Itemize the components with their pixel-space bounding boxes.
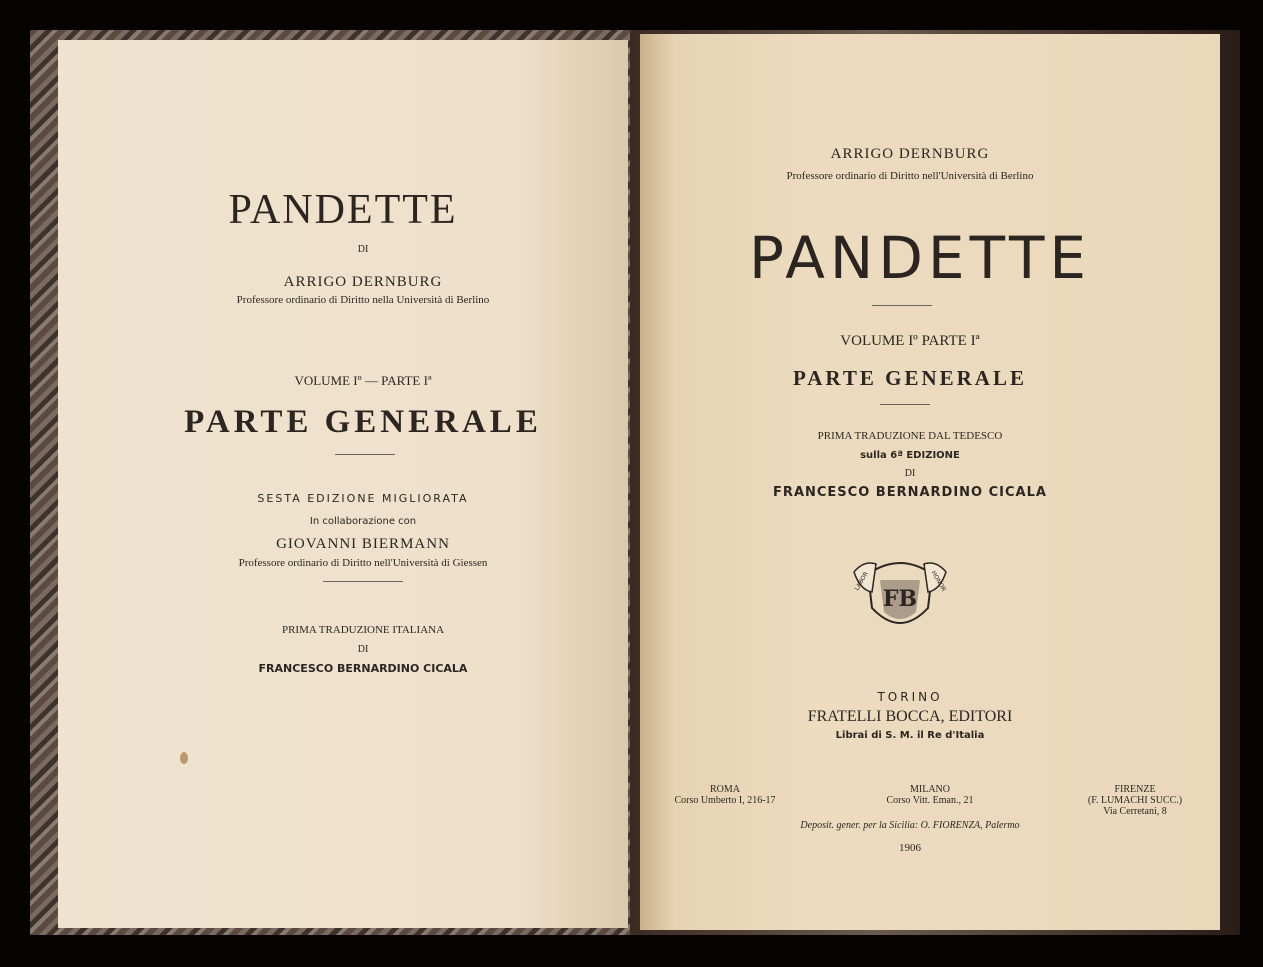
left-collaborator-role: Professore ordinario di Diritto nell'Università di Giessen [238, 557, 488, 569]
branch-city: ROMA [709, 784, 740, 795]
branch-firenze [1060, 784, 1210, 817]
left-di: DI [357, 244, 369, 255]
paper-stain [180, 752, 188, 764]
left-title: PANDETTE [228, 187, 458, 233]
right-author: ARRIGO DERNBURG [830, 146, 990, 162]
right-part-title: PARTE GENERALE [793, 366, 1027, 390]
publisher-emblem-icon [850, 546, 950, 638]
branch-city: MILANO [910, 784, 950, 795]
right-rule-2 [880, 404, 930, 405]
right-di: DI [904, 468, 916, 479]
right-publisher: FRATELLI BOCCA, EDITORI [807, 708, 1013, 725]
right-edition-note: sulla 6ª EDIZIONE [860, 450, 960, 461]
left-page [58, 40, 628, 928]
right-deposit: Deposit. gener. per la Sicilia: O. FIORENZA, Palermo [800, 820, 1020, 831]
branch-roma [650, 784, 800, 817]
branch-address: Corso Umberto I, 216-17 [674, 795, 776, 806]
left-author: ARRIGO DERNBURG [283, 274, 443, 290]
right-volume: VOLUME Iº PARTE Iª [840, 333, 980, 349]
emblem-motto-right: HONOR [929, 569, 947, 593]
right-translation: PRIMA TRADUZIONE DAL TEDESCO [817, 430, 1003, 442]
right-author-role: Professore ordinario di Diritto nell'Università di Berlino [786, 170, 1034, 182]
branch-addresses [650, 784, 1210, 817]
left-rule-2 [323, 581, 403, 582]
left-edition: SESTA EDIZIONE MIGLIORATA [257, 492, 469, 505]
branch-city: FIRENZE [1114, 784, 1156, 795]
left-di-2: DI [357, 644, 369, 655]
left-collaborator: GIOVANNI BIERMANN [276, 536, 450, 552]
left-translation: PRIMA TRADUZIONE ITALIANA [281, 624, 445, 636]
left-author-role: Professore ordinario di Diritto nella Università di Berlino [236, 294, 490, 306]
right-publisher-note: Librai di S. M. il Re d'Italia [835, 730, 985, 741]
branch-milano [855, 784, 1005, 817]
branch-address: Corso Vitt. Eman., 21 [886, 795, 974, 806]
left-collab: In collaborazione con [309, 516, 417, 527]
left-translator: FRANCESCO BERNARDINO CICALA [258, 662, 468, 675]
left-volume: VOLUME Iº — PARTE Iª [294, 373, 432, 388]
branch-sub: (F. LUMACHI SUCC.) [1087, 795, 1183, 806]
right-rule-1 [872, 305, 932, 306]
right-year: 1906 [899, 842, 921, 854]
left-rule-1 [335, 454, 395, 455]
right-page [640, 34, 1220, 930]
emblem-motto-left: LABOR [853, 570, 870, 592]
right-city: TORINO [877, 690, 943, 704]
right-title: PANDETTE [748, 224, 1092, 292]
svg-text:FB: FB [882, 586, 918, 612]
right-translator: FRANCESCO BERNARDINO CICALA [773, 485, 1047, 500]
left-part-title: PARTE GENERALE [184, 404, 542, 440]
branch-address: Via Cerretani, 8 [1103, 806, 1167, 817]
